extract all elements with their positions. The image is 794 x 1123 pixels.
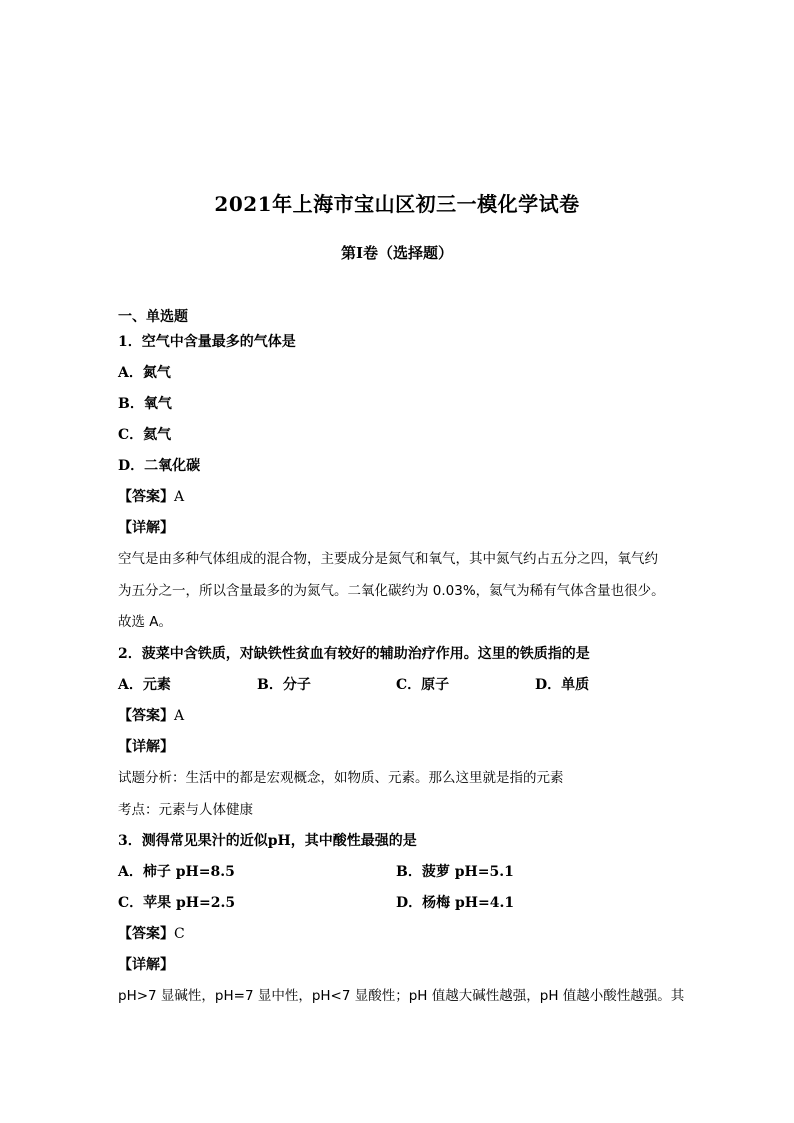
question-2-option-a: A．元素 (118, 677, 171, 693)
question-1-answer (118, 488, 184, 506)
question-3-option-a: A．柿子 pH=8.5 (118, 864, 235, 880)
question-3-option-d: D．杨梅 pH=4.1 (396, 895, 515, 911)
question-1-option-c: C．氦气 (118, 427, 172, 443)
question-3-explain-tag: 【详解】 (118, 957, 174, 973)
page-title: 2021年上海市宝山区初三一模化学试卷 (214, 192, 580, 216)
question-3-option-b: B．菠萝 pH=5.1 (396, 864, 514, 880)
section-subtitle: 第I卷（选择题） (340, 244, 454, 262)
section-heading: 一、单选题 (118, 309, 188, 325)
question-2-option-b: B．分子 (257, 677, 311, 693)
answer-value: A (174, 489, 185, 505)
question-3-stem: 3．测得常见果汁的近似pH，其中酸性最强的是 (118, 833, 417, 849)
answer-tag: 【答案】 (118, 926, 174, 942)
question-1-stem: 1．空气中含量最多的气体是 (118, 334, 296, 350)
question-1-explain-line: 故选 A。 (118, 614, 173, 630)
question-2-explain-tag: 【详解】 (118, 739, 174, 755)
question-1-option-b: B．氧气 (118, 396, 172, 412)
question-3-answer (118, 925, 185, 943)
question-1-explain-line: 空气是由多种气体组成的混合物，主要成分是氮气和氧气，其中氮气约占五分之四，氧气约 (118, 551, 658, 567)
question-1-explain-tag: 【详解】 (118, 520, 174, 536)
answer-value: A (174, 708, 185, 724)
question-2-explain-line: 考点：元素与人体健康 (118, 802, 253, 818)
question-2-stem: 2．菠菜中含铁质，对缺铁性贫血有较好的辅助治疗作用。这里的铁质指的是 (118, 646, 590, 662)
question-2-answer (118, 707, 184, 725)
question-1-option-d: D．二氧化碳 (118, 458, 201, 474)
question-1-explain-line: 为五分之一，所以含量最多的为氮气。二氧化碳约为 0.03%，氦气为稀有气体含量也很少。 (118, 583, 665, 599)
question-3-explain-line: pH>7 显碱性，pH=7 显中性，pH<7 显酸性；pH 值越大碱性越强，pH 值越小酸性越强。其 (118, 988, 685, 1004)
question-3-option-c: C．苹果 pH=2.5 (118, 895, 236, 911)
question-1-option-a: A．氮气 (118, 365, 171, 381)
question-2-option-d: D．单质 (535, 677, 590, 693)
question-2-option-c: C．原子 (396, 677, 450, 693)
answer-value: C (174, 926, 185, 942)
answer-tag: 【答案】 (118, 708, 174, 724)
question-2-explain-line: 试题分析：生活中的都是宏观概念，如物质、元素。那么这里就是指的元素 (118, 770, 564, 786)
answer-tag: 【答案】 (118, 489, 174, 505)
